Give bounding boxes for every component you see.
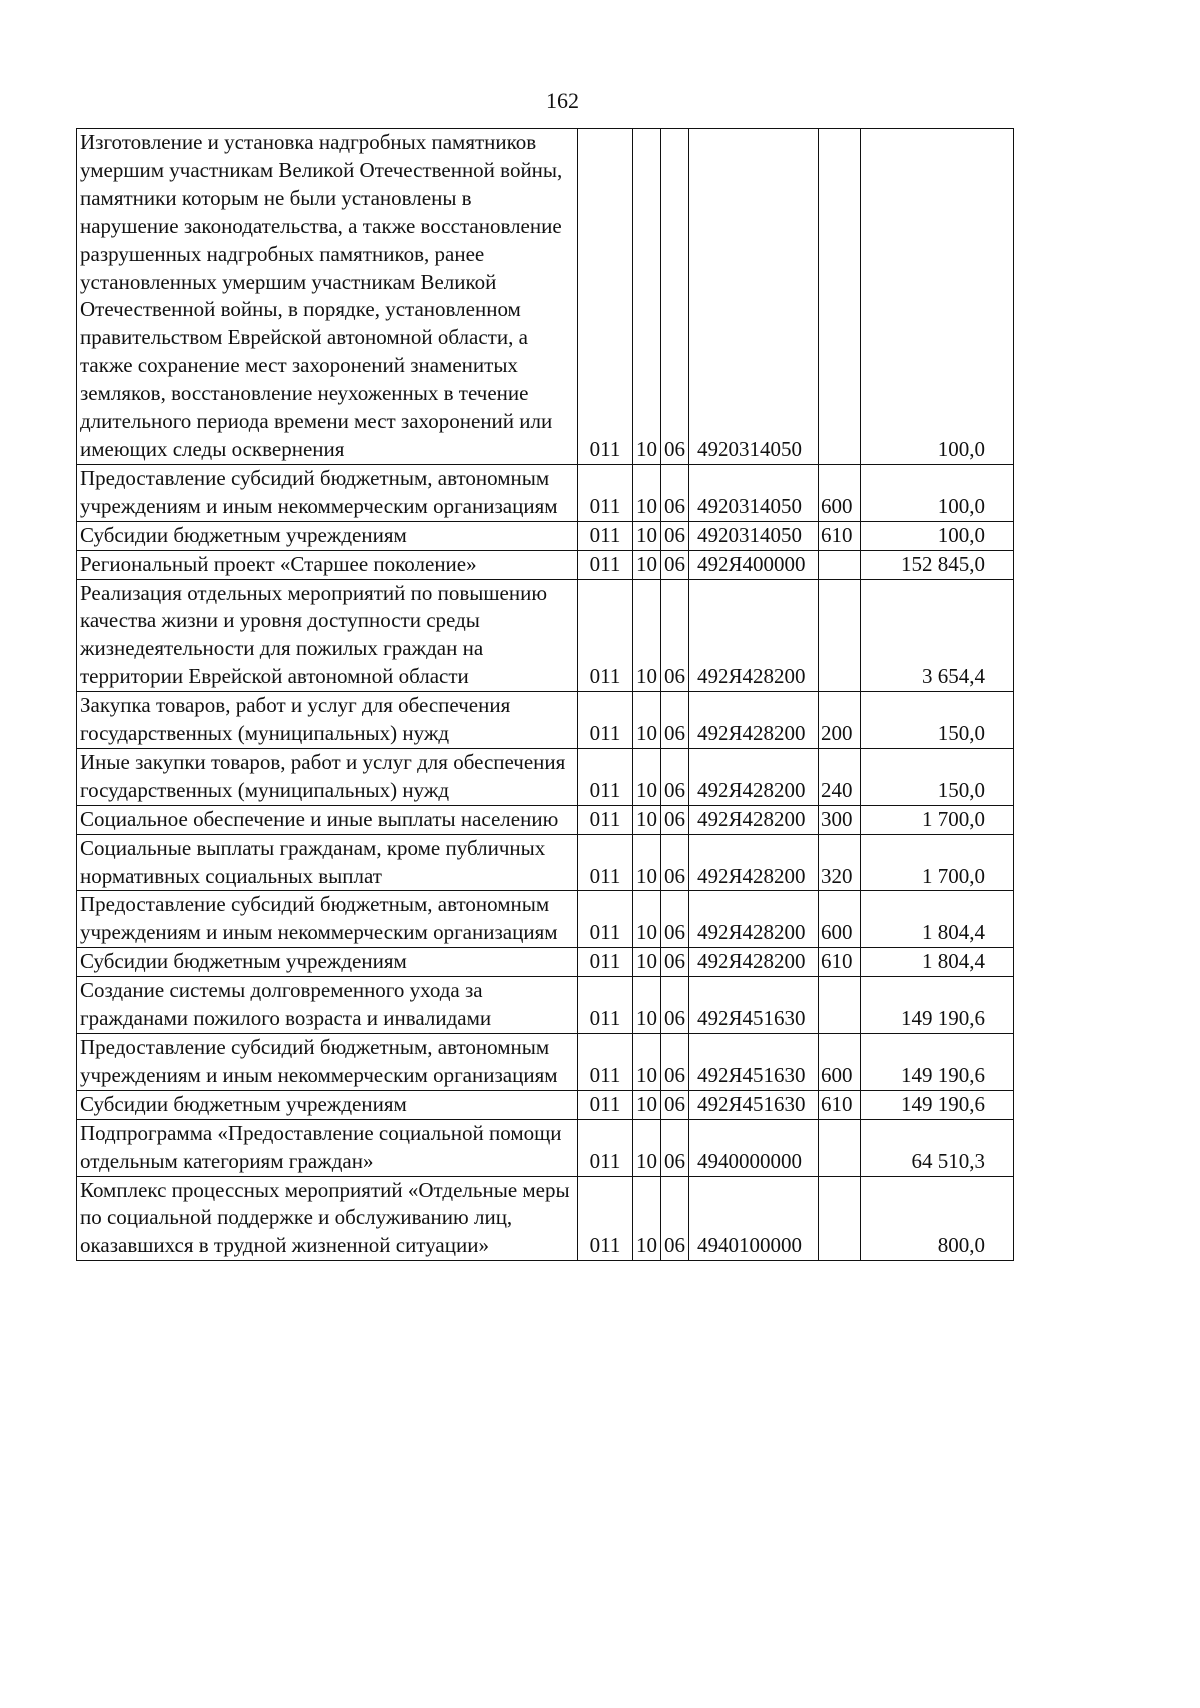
- expense-type-cell: [819, 1176, 861, 1261]
- ministry-code-cell: 011: [578, 1119, 633, 1176]
- target-article-cell: 492Я400000: [689, 550, 819, 579]
- ministry-code-cell: 011: [578, 948, 633, 977]
- amount-cell: 100,0: [861, 521, 1014, 550]
- expense-type-cell: 610: [819, 948, 861, 977]
- amount-cell: 152 845,0: [861, 550, 1014, 579]
- ministry-code-cell: 011: [578, 748, 633, 805]
- item-name-cell: Субсидии бюджетным учреждениям: [77, 521, 578, 550]
- amount-cell: 100,0: [861, 129, 1014, 465]
- subsection-code-cell: 06: [661, 1176, 689, 1261]
- expense-type-cell: [819, 579, 861, 692]
- section-code-cell: 10: [633, 891, 661, 948]
- ministry-code-cell: 011: [578, 834, 633, 891]
- subsection-code-cell: 06: [661, 521, 689, 550]
- ministry-code-cell: 011: [578, 692, 633, 749]
- table-row: [77, 891, 1014, 948]
- amount-cell: 1 804,4: [861, 948, 1014, 977]
- target-article-cell: 492Я451630: [689, 977, 819, 1034]
- item-name-cell: Изготовление и установка надгробных памятников умершим участникам Великой Отечественной войны, памятники которым не были установлены в нарушение законодательства, а также восстановление разрушенных надгробных памятников, ранее установленных умершим участникам Великой Отечественной войны, в порядке, установленном правительством Еврейской автономной области, а также сохранение мест захоронений знаменитых земляков, восстановление неухоженных в течение длительного периода времени мест захоронений или имеющих следы осквернения: [77, 129, 578, 465]
- item-name-cell: Субсидии бюджетным учреждениям: [77, 948, 578, 977]
- subsection-code-cell: 06: [661, 977, 689, 1034]
- section-code-cell: 10: [633, 1176, 661, 1261]
- table-row: [77, 464, 1014, 521]
- ministry-code-cell: 011: [578, 521, 633, 550]
- ministry-code-cell: 011: [578, 1090, 633, 1119]
- amount-cell: 150,0: [861, 748, 1014, 805]
- table-row: [77, 805, 1014, 834]
- item-name-cell: Подпрограмма «Предоставление социальной помощи отдельным категориям граждан»: [77, 1119, 578, 1176]
- item-name-cell: Создание системы долговременного ухода за гражданами пожилого возраста и инвалидами: [77, 977, 578, 1034]
- subsection-code-cell: 06: [661, 805, 689, 834]
- amount-cell: 100,0: [861, 464, 1014, 521]
- ministry-code-cell: 011: [578, 805, 633, 834]
- expense-type-cell: [819, 977, 861, 1034]
- section-code-cell: 10: [633, 464, 661, 521]
- amount-cell: 64 510,3: [861, 1119, 1014, 1176]
- target-article-cell: 492Я428200: [689, 891, 819, 948]
- section-code-cell: 10: [633, 1034, 661, 1091]
- ministry-code-cell: 011: [578, 550, 633, 579]
- expense-type-cell: 600: [819, 891, 861, 948]
- table-row: [77, 1119, 1014, 1176]
- section-code-cell: 10: [633, 521, 661, 550]
- amount-cell: 1 700,0: [861, 805, 1014, 834]
- subsection-code-cell: 06: [661, 748, 689, 805]
- subsection-code-cell: 06: [661, 129, 689, 465]
- expense-type-cell: [819, 550, 861, 579]
- item-name-cell: Закупка товаров, работ и услуг для обеспечения государственных (муниципальных) нужд: [77, 692, 578, 749]
- table-row: [77, 748, 1014, 805]
- ministry-code-cell: 011: [578, 977, 633, 1034]
- item-name-cell: Региональный проект «Старшее поколение»: [77, 550, 578, 579]
- target-article-cell: 492Я451630: [689, 1090, 819, 1119]
- subsection-code-cell: 06: [661, 1119, 689, 1176]
- section-code-cell: 10: [633, 977, 661, 1034]
- subsection-code-cell: 06: [661, 1090, 689, 1119]
- item-name-cell: Комплекс процессных мероприятий «Отдельные меры по социальной поддержке и обслуживанию лиц, оказавшихся в трудной жизненной ситуации»: [77, 1176, 578, 1261]
- ministry-code-cell: 011: [578, 1034, 633, 1091]
- item-name-cell: Социальное обеспечение и иные выплаты населению: [77, 805, 578, 834]
- amount-cell: 800,0: [861, 1176, 1014, 1261]
- expense-type-cell: 600: [819, 1034, 861, 1091]
- amount-cell: 1 700,0: [861, 834, 1014, 891]
- ministry-code-cell: 011: [578, 891, 633, 948]
- subsection-code-cell: 06: [661, 550, 689, 579]
- subsection-code-cell: 06: [661, 948, 689, 977]
- item-name-cell: Предоставление субсидий бюджетным, автономным учреждениям и иным некоммерческим организациям: [77, 1034, 578, 1091]
- expense-type-cell: 320: [819, 834, 861, 891]
- table-row: [77, 550, 1014, 579]
- expense-type-cell: 610: [819, 521, 861, 550]
- ministry-code-cell: 011: [578, 464, 633, 521]
- subsection-code-cell: 06: [661, 579, 689, 692]
- target-article-cell: 4940000000: [689, 1119, 819, 1176]
- section-code-cell: 10: [633, 834, 661, 891]
- subsection-code-cell: 06: [661, 834, 689, 891]
- page-number: 162: [546, 88, 579, 113]
- amount-cell: 149 190,6: [861, 977, 1014, 1034]
- section-code-cell: 10: [633, 805, 661, 834]
- section-code-cell: 10: [633, 748, 661, 805]
- target-article-cell: 4920314050: [689, 521, 819, 550]
- amount-cell: 149 190,6: [861, 1034, 1014, 1091]
- section-code-cell: 10: [633, 1119, 661, 1176]
- table-row: [77, 521, 1014, 550]
- table-row: [77, 1176, 1014, 1261]
- subsection-code-cell: 06: [661, 891, 689, 948]
- item-name-cell: Реализация отдельных мероприятий по повышению качества жизни и уровня доступности среды жизнедеятельности для пожилых граждан на территории Еврейской автономной области: [77, 579, 578, 692]
- section-code-cell: 10: [633, 1090, 661, 1119]
- ministry-code-cell: 011: [578, 579, 633, 692]
- subsection-code-cell: 06: [661, 1034, 689, 1091]
- ministry-code-cell: 011: [578, 1176, 633, 1261]
- table-row: [77, 692, 1014, 749]
- section-code-cell: 10: [633, 129, 661, 465]
- subsection-code-cell: 06: [661, 464, 689, 521]
- expense-type-cell: 610: [819, 1090, 861, 1119]
- amount-cell: 1 804,4: [861, 891, 1014, 948]
- target-article-cell: 492Я428200: [689, 834, 819, 891]
- table-row: [77, 1090, 1014, 1119]
- target-article-cell: 4940100000: [689, 1176, 819, 1261]
- target-article-cell: 492Я428200: [689, 692, 819, 749]
- expense-type-cell: [819, 129, 861, 465]
- item-name-cell: Предоставление субсидий бюджетным, автономным учреждениям и иным некоммерческим организациям: [77, 891, 578, 948]
- expense-type-cell: 200: [819, 692, 861, 749]
- section-code-cell: 10: [633, 948, 661, 977]
- expense-type-cell: 600: [819, 464, 861, 521]
- table-row: [77, 948, 1014, 977]
- item-name-cell: Субсидии бюджетным учреждениям: [77, 1090, 578, 1119]
- budget-table: [76, 128, 1014, 1261]
- table-row: [77, 977, 1014, 1034]
- target-article-cell: 492Я428200: [689, 948, 819, 977]
- section-code-cell: 10: [633, 692, 661, 749]
- amount-cell: 3 654,4: [861, 579, 1014, 692]
- expense-type-cell: 240: [819, 748, 861, 805]
- item-name-cell: Предоставление субсидий бюджетным, автономным учреждениям и иным некоммерческим организациям: [77, 464, 578, 521]
- target-article-cell: 492Я428200: [689, 579, 819, 692]
- target-article-cell: 4920314050: [689, 464, 819, 521]
- table-row: [77, 834, 1014, 891]
- table-row: [77, 1034, 1014, 1091]
- section-code-cell: 10: [633, 550, 661, 579]
- target-article-cell: 492Я428200: [689, 748, 819, 805]
- item-name-cell: Иные закупки товаров, работ и услуг для обеспечения государственных (муниципальных) нужд: [77, 748, 578, 805]
- expense-type-cell: [819, 1119, 861, 1176]
- ministry-code-cell: 011: [578, 129, 633, 465]
- target-article-cell: 492Я451630: [689, 1034, 819, 1091]
- item-name-cell: Социальные выплаты гражданам, кроме публичных нормативных социальных выплат: [77, 834, 578, 891]
- expense-type-cell: 300: [819, 805, 861, 834]
- target-article-cell: 4920314050: [689, 129, 819, 465]
- subsection-code-cell: 06: [661, 692, 689, 749]
- budget-table-body: [77, 129, 1014, 1261]
- amount-cell: 150,0: [861, 692, 1014, 749]
- amount-cell: 149 190,6: [861, 1090, 1014, 1119]
- table-row: [77, 579, 1014, 692]
- table-row: [77, 129, 1014, 465]
- target-article-cell: 492Я428200: [689, 805, 819, 834]
- section-code-cell: 10: [633, 579, 661, 692]
